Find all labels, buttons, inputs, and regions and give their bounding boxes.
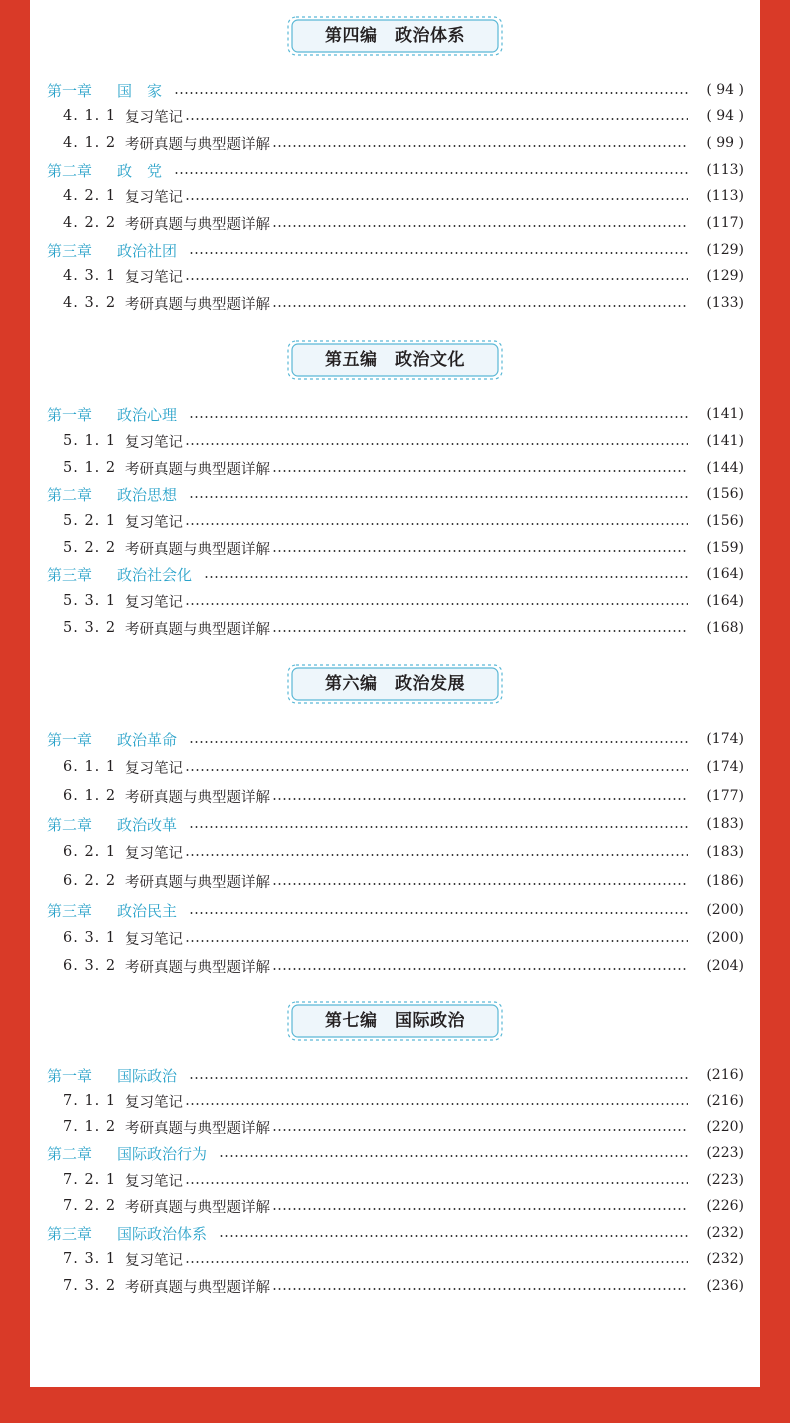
chapter-entry[interactable] — [30, 813, 760, 835]
section-entry[interactable] — [30, 1275, 760, 1297]
dot-leader — [189, 912, 688, 914]
section-entry[interactable] — [30, 1169, 760, 1191]
dot-leader — [185, 198, 688, 200]
dot-leader — [185, 854, 688, 856]
section-entry[interactable] — [30, 785, 760, 807]
part-title: 第五编 政治文化 — [325, 350, 465, 370]
section-number: 6. 1. 2 — [63, 788, 117, 804]
dot-leader — [204, 576, 688, 578]
section-number: 5. 1. 2 — [63, 460, 117, 476]
chapter-number: 第三章 — [47, 565, 93, 584]
chapter-entry[interactable] — [30, 159, 760, 181]
page-number: (216) — [706, 1093, 744, 1109]
chapter-entry[interactable] — [30, 728, 760, 750]
page-number: ( 94 ) — [706, 82, 744, 98]
chapter-title: 政治革命 — [117, 730, 178, 749]
chapter-title: 国 家 — [117, 81, 163, 100]
chapter-title: 政治民主 — [117, 901, 178, 920]
section-title: 考研真题与典型题详解 — [125, 1199, 270, 1216]
chapter-number: 第一章 — [47, 730, 93, 749]
chapter-title: 政治社团 — [117, 241, 178, 260]
section-number: 6. 2. 1 — [63, 844, 117, 860]
chapter-title: 国际政治体系 — [117, 1224, 208, 1243]
dot-leader — [272, 305, 688, 307]
dot-leader — [219, 1155, 688, 1157]
section-entry[interactable] — [30, 537, 760, 559]
page-number: (129) — [706, 242, 744, 258]
section-number: 7. 3. 2 — [63, 1278, 117, 1294]
section-entry[interactable] — [30, 1195, 760, 1217]
page-number: (164) — [706, 593, 744, 609]
dot-leader — [189, 252, 688, 254]
chapter-number: 第二章 — [47, 1144, 93, 1163]
section-title: 复习笔记 — [125, 514, 183, 531]
section-title: 复习笔记 — [125, 434, 183, 451]
section-number: 5. 3. 2 — [63, 620, 117, 636]
page-number: (183) — [706, 844, 744, 860]
section-title: 复习笔记 — [125, 109, 183, 126]
chapter-title: 政治思想 — [117, 485, 178, 504]
part-header — [286, 340, 504, 380]
section-title: 复习笔记 — [125, 269, 183, 286]
chapter-entry[interactable] — [30, 483, 760, 505]
page-number: (133) — [706, 295, 744, 311]
section-number: 4. 2. 1 — [63, 188, 117, 204]
page-number: (177) — [706, 788, 744, 804]
section-entry[interactable] — [30, 510, 760, 532]
section-entry[interactable] — [30, 457, 760, 479]
dot-leader — [185, 278, 688, 280]
page-number: (113) — [706, 162, 744, 178]
section-title: 考研真题与典型题详解 — [125, 216, 270, 233]
dot-leader — [185, 523, 688, 525]
section-entry[interactable] — [30, 955, 760, 977]
section-number: 7. 2. 2 — [63, 1198, 117, 1214]
chapter-number: 第二章 — [47, 161, 93, 180]
page-number: (113) — [706, 188, 744, 204]
page-number: (156) — [706, 486, 744, 502]
dot-leader — [189, 741, 688, 743]
section-title: 考研真题与典型题详解 — [125, 296, 270, 313]
page-number: (144) — [706, 460, 744, 476]
section-title: 考研真题与典型题详解 — [125, 541, 270, 558]
dot-leader — [272, 883, 688, 885]
section-number: 4. 1. 1 — [63, 108, 117, 124]
section-title: 复习笔记 — [125, 594, 183, 611]
page-number: (200) — [706, 902, 744, 918]
section-number: 4. 1. 2 — [63, 135, 117, 151]
dot-leader — [272, 225, 688, 227]
chapter-title: 政治社会化 — [117, 565, 193, 584]
dot-leader — [189, 826, 688, 828]
section-number: 7. 2. 1 — [63, 1172, 117, 1188]
section-number: 5. 1. 1 — [63, 433, 117, 449]
section-number: 4. 3. 2 — [63, 295, 117, 311]
dot-leader — [185, 603, 688, 605]
page-number: (236) — [706, 1278, 744, 1294]
section-title: 考研真题与典型题详解 — [125, 874, 270, 891]
section-entry[interactable] — [30, 430, 760, 452]
chapter-title: 国际政治行为 — [117, 1144, 208, 1163]
chapter-entry[interactable] — [30, 899, 760, 921]
part-title: 第四编 政治体系 — [325, 26, 465, 46]
page-number: (200) — [706, 930, 744, 946]
page-number: (232) — [706, 1225, 744, 1241]
section-entry[interactable] — [30, 265, 760, 287]
dot-leader — [174, 172, 688, 174]
dot-leader — [185, 1103, 688, 1105]
dot-leader — [219, 1235, 688, 1237]
section-number: 7. 3. 1 — [63, 1251, 117, 1267]
chapter-number: 第一章 — [47, 1066, 93, 1085]
chapter-title: 国际政治 — [117, 1066, 178, 1085]
page-number: (174) — [706, 731, 744, 747]
page-number: (226) — [706, 1198, 744, 1214]
page-number: (223) — [706, 1145, 744, 1161]
dot-leader — [185, 769, 688, 771]
chapter-title: 政治改革 — [117, 815, 178, 834]
page-number: (164) — [706, 566, 744, 582]
chapter-entry[interactable] — [30, 563, 760, 585]
section-number: 7. 1. 1 — [63, 1093, 117, 1109]
section-entry[interactable] — [30, 1090, 760, 1112]
page-number: (159) — [706, 540, 744, 556]
dot-leader — [185, 1182, 688, 1184]
page-number: ( 99 ) — [706, 135, 744, 151]
dot-leader — [185, 940, 688, 942]
section-title: 考研真题与典型题详解 — [125, 461, 270, 478]
chapter-number: 第三章 — [47, 901, 93, 920]
page-number: ( 94 ) — [706, 108, 744, 124]
section-title: 复习笔记 — [125, 931, 183, 948]
part-title: 第六编 政治发展 — [325, 674, 465, 694]
dot-leader — [185, 1261, 688, 1263]
section-number: 6. 1. 1 — [63, 759, 117, 775]
dot-leader — [189, 496, 688, 498]
part-header — [286, 1001, 504, 1041]
chapter-entry[interactable] — [30, 1222, 760, 1244]
chapter-entry[interactable] — [30, 79, 760, 101]
chapter-title: 政 党 — [117, 161, 163, 180]
dot-leader — [272, 630, 688, 632]
section-entry[interactable] — [30, 870, 760, 892]
section-entry[interactable] — [30, 1116, 760, 1138]
section-number: 4. 2. 2 — [63, 215, 117, 231]
part-title: 第七编 国际政治 — [325, 1011, 465, 1031]
chapter-entry[interactable] — [30, 239, 760, 261]
section-entry[interactable] — [30, 756, 760, 778]
page-number: (183) — [706, 816, 744, 832]
dot-leader — [272, 1208, 688, 1210]
page-number: (186) — [706, 873, 744, 889]
dot-leader — [189, 416, 688, 418]
dot-leader — [189, 1077, 688, 1079]
dot-leader — [272, 550, 688, 552]
toc-page — [30, 0, 760, 1387]
chapter-entry[interactable] — [30, 1142, 760, 1164]
chapter-title: 政治心理 — [117, 405, 178, 424]
section-title: 考研真题与典型题详解 — [125, 959, 270, 976]
dot-leader — [272, 1288, 688, 1290]
chapter-entry[interactable] — [30, 1064, 760, 1086]
section-title: 考研真题与典型题详解 — [125, 1120, 270, 1137]
page-number: (129) — [706, 268, 744, 284]
section-number: 7. 1. 2 — [63, 1119, 117, 1135]
section-entry[interactable] — [30, 617, 760, 639]
dot-leader — [272, 968, 688, 970]
section-entry[interactable] — [30, 105, 760, 127]
section-number: 4. 3. 1 — [63, 268, 117, 284]
dot-leader — [174, 92, 688, 94]
chapter-number: 第二章 — [47, 815, 93, 834]
page-number: (141) — [706, 406, 744, 422]
section-title: 复习笔记 — [125, 760, 183, 777]
chapter-number: 第二章 — [47, 485, 93, 504]
page-number: (220) — [706, 1119, 744, 1135]
page-number: (141) — [706, 433, 744, 449]
section-number: 5. 3. 1 — [63, 593, 117, 609]
dot-leader — [272, 798, 688, 800]
section-number: 6. 3. 1 — [63, 930, 117, 946]
part-header — [286, 664, 504, 704]
section-number: 5. 2. 1 — [63, 513, 117, 529]
page-number: (216) — [706, 1067, 744, 1083]
dot-leader — [272, 470, 688, 472]
page-number: (174) — [706, 759, 744, 775]
page-number: (204) — [706, 958, 744, 974]
section-entry[interactable] — [30, 927, 760, 949]
section-title: 复习笔记 — [125, 1173, 183, 1190]
chapter-number: 第三章 — [47, 241, 93, 260]
section-entry[interactable] — [30, 841, 760, 863]
section-title: 考研真题与典型题详解 — [125, 1279, 270, 1296]
chapter-number: 第三章 — [47, 1224, 93, 1243]
page-number: (117) — [706, 215, 744, 231]
section-entry[interactable] — [30, 212, 760, 234]
page-number: (156) — [706, 513, 744, 529]
dot-leader — [272, 145, 688, 147]
section-number: 5. 2. 2 — [63, 540, 117, 556]
section-entry[interactable] — [30, 590, 760, 612]
section-title: 复习笔记 — [125, 1094, 183, 1111]
section-entry[interactable] — [30, 1248, 760, 1270]
section-entry[interactable] — [30, 185, 760, 207]
section-title: 考研真题与典型题详解 — [125, 621, 270, 638]
dot-leader — [272, 1129, 688, 1131]
section-title: 考研真题与典型题详解 — [125, 789, 270, 806]
section-entry[interactable] — [30, 132, 760, 154]
dot-leader — [185, 118, 688, 120]
dot-leader — [185, 443, 688, 445]
part-header — [286, 16, 504, 56]
chapter-number: 第一章 — [47, 81, 93, 100]
chapter-entry[interactable] — [30, 403, 760, 425]
section-title: 复习笔记 — [125, 845, 183, 862]
page-number: (168) — [706, 620, 744, 636]
section-title: 复习笔记 — [125, 189, 183, 206]
section-title: 考研真题与典型题详解 — [125, 136, 270, 153]
page-number: (223) — [706, 1172, 744, 1188]
section-number: 6. 2. 2 — [63, 873, 117, 889]
section-number: 6. 3. 2 — [63, 958, 117, 974]
section-title: 复习笔记 — [125, 1252, 183, 1269]
chapter-number: 第一章 — [47, 405, 93, 424]
section-entry[interactable] — [30, 292, 760, 314]
page-number: (232) — [706, 1251, 744, 1267]
